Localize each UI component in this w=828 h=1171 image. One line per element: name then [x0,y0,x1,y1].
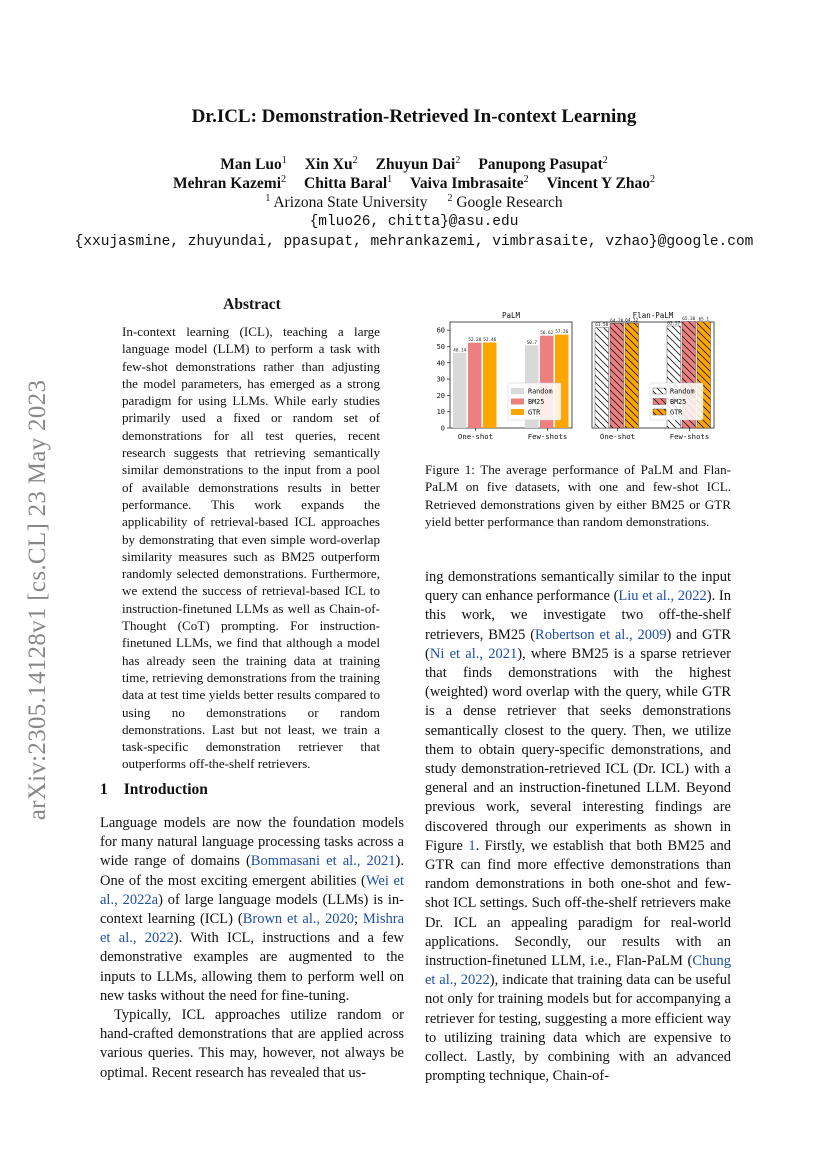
paper-title: Dr.ICL: Demonstration-Retrieved In-context Learning [191,106,637,127]
paragraph [425,568,731,1086]
text-run: ). In this work, we investigate two off-the-shelf retrievers, BM25 ( [425,588,731,643]
affiliation-marker: 2 [455,155,461,166]
chart-title: PaLM [501,311,521,320]
author [478,156,607,173]
legend-swatch-hatch [653,388,666,394]
bar-hatch [610,323,624,428]
y-tick-label: 0 [440,424,445,433]
affiliation-number: 1 [265,193,271,204]
text-run: Typically, ICL approaches utilize random or hand-crafted demonstrations that are applied across various queries. This may, however, not always be optimal. Recent research has revealed that us- [100,1007,404,1081]
abstract-text: In-context learning (ICL), teaching a large language model (LLM) to perform a task with few-shot demonstrations rather than adjusting the model parameters, has emerged as a strong paradigm for using LLMs. While early studies primarily used a fixed or random set of demonstrations for all test queries, recent research suggests that retrieving semantically similar demonstrations to the input from a pool of available demonstrations results in better performance. This work expands the applicability of retrieval-based ICL approaches by demonstrating that even simple word-overlap similarity measures such as BM25 outperform randomly selected demonstrations. Furthermore, we extend the success of retrieval-based ICL to instruction-finetuned LLMs as well as Chain-of-Thought (CoT) prompting. For instruction-finetuned LLMs, we find that although a model has already seen the training data at training time, retrieving demonstrations from the training data at test time yields better results compared to using no demonstrations or random demonstrations. Last but not least, we train a task-specific demonstration retriever that outperforms off-the-shelf retrievers. [122,324,380,772]
figure-1 [424,295,730,445]
email-line-1: {mluo26, chitta}@asu.edu [309,214,519,230]
data-label: 64.32 [625,318,639,324]
author-name: Vincent Y Zhao [546,175,650,193]
author-line-2 [0,174,828,193]
affiliation-name: Google Research [452,194,563,212]
x-tick-label: Few-shots [527,432,568,441]
chart-title: Flan-PaLM [632,311,674,320]
affiliation-marker: 2 [352,155,358,166]
bar [468,343,482,428]
legend-swatch [511,409,524,415]
author-name: Vaiva Imbrasaite [410,175,524,193]
affiliation-marker: 2 [650,174,655,185]
legend-label: BM25 [670,398,687,406]
data-label: 57.26 [555,330,569,336]
arxiv-watermark [18,350,58,850]
citation-link[interactable]: 1 [468,837,476,854]
legend-swatch-hatch [653,409,666,415]
text-run: ; [354,911,363,928]
affiliation-number: 2 [447,193,453,204]
author [305,156,358,173]
author [376,156,461,173]
text-run: Language models are now the foundation models for many natural language processing tasks across a wide range of domains ( [100,815,404,870]
data-label: 64.20 [610,318,624,324]
author [410,175,529,192]
text-run: ), indicate that training data can be useful not only for training models but for accompanying a retriever for testing, suggesting a more efficient way to utilizing training data which are expensive to collect. Lastly, by combining with an advanced prompting technique, Chain-of- [425,972,731,1085]
text-run: . Firstly, we establish that both BM25 and GTR can find more effective demonstrations than random demonstrations in both one-shot and few-shot ICL settings. Such off-the-shelf retrievers make Dr. ICL an appealing paradigm for real-world applications. Secondly, our results with an instruction-finetuned LLM, i.e., Flan-PaLM ( [425,837,732,970]
data-label: 61.58 [595,323,609,329]
section-heading [100,781,208,799]
author [547,175,655,192]
data-label: 46.14 [453,348,467,354]
text-run: ). One of the most exciting emergent abilities ( [100,853,404,889]
x-tick-label: One-shot [599,432,636,441]
citation-link[interactable]: Robertson et al., 2009 [535,626,667,643]
figure-1-chart [424,295,730,445]
bar [483,342,497,428]
affiliation-marker: 2 [602,155,608,166]
text-run: ) of large language models (LLMs) is in-context learning (ICL) ( [100,891,404,928]
citation-link[interactable]: Ni et al., 2021 [429,645,518,662]
affiliation [447,194,562,211]
legend-label: Random [670,387,695,396]
citation-link[interactable]: Chung et al., 2022 [425,953,731,989]
paragraph [100,814,404,1006]
affiliation-marker: 1 [281,155,287,166]
text-run: ) and GTR ( [425,626,731,662]
citation-link[interactable]: Brown et al., 2020 [242,911,354,928]
data-label: 65.1 [698,317,709,323]
bar [453,353,467,428]
legend-swatch [511,399,524,405]
legend-swatch [511,388,524,394]
citation-link[interactable]: Wei et al., 2022a [100,872,404,908]
affiliations [0,193,828,212]
y-tick-label: 50 [436,342,445,351]
arxiv-id: arXiv:2305.14128v1 [cs.CL] 23 May 2023 [24,379,51,821]
data-label: 52.46 [483,337,497,343]
legend-label: GTR [670,408,683,417]
author-name: Mehran Kazemi [172,175,282,193]
author-name: Man Luo [220,156,282,174]
author [173,175,286,192]
section-number: 1 [100,781,108,798]
data-label: 56.62 [540,331,554,337]
legend-label: Random [528,387,553,396]
author-line-1 [0,155,828,174]
author-name: Chitta Baral [304,175,388,193]
author-name: Xin Xu [304,156,353,174]
figure-caption: Figure 1: The average performance of PaLM and Flan-PaLM on five datasets, with one and few-shot ICL. Retrieved demonstrations given by either BM25 or GTR yield better performance than random demonstrations. [425,462,731,530]
right-column-body [425,568,731,1086]
left-column-body [100,814,404,1083]
data-label: 62.57 [667,321,681,327]
legend-label: GTR [528,408,541,417]
x-tick-label: Few-shots [669,432,710,441]
text-run: ), where BM25 is a sparse retriever that finds demonstrations with the highest (weighted) word overlap with the query, while GTR is a dense retriever that seeks demonstrations semantically closest to the query. Then, we utilize them to obtain query-specific demonstrations, and study demonstration-retrieved ICL (Dr. ICL) with a general and an instruction-finetuned LLM. Beyond previous work, several interesting findings are discovered through our experiments as shown in Figure [425,645,731,854]
author [304,175,392,192]
paragraph [100,1006,404,1083]
affiliation-marker: 2 [281,174,287,185]
author [220,156,287,173]
section-title: Introduction [123,781,208,798]
author-name: Zhuyun Dai [375,156,456,174]
bar-hatch [625,323,639,428]
bar-hatch [595,328,609,428]
author-name: Panupong Pasupat [478,156,603,174]
y-tick-label: 20 [436,391,445,400]
data-label: 65.30 [682,317,696,323]
y-tick-label: 60 [436,326,445,335]
affiliation-marker: 1 [387,174,393,185]
x-tick-label: One-shot [457,432,494,441]
text-run: ing demonstrations semantically similar to the input query can enhance performance ( [425,569,731,605]
data-label: 52.28 [468,338,482,344]
y-tick-label: 40 [436,359,445,368]
y-tick-label: 10 [436,408,445,417]
email-line-2: {xxujasmine, zhuyundai, ppasupat, mehrankazemi, vimbrasaite, vzhao}@google.com [74,234,754,250]
citation-link[interactable]: Mishra et al., 2022 [100,911,405,947]
legend-label: BM25 [528,398,545,406]
data-label: 50.7 [526,340,537,346]
citation-link[interactable]: Liu et al., 2022 [618,588,707,605]
legend-swatch-hatch [653,399,666,405]
text-run: ). With ICL, instructions and a few demonstrative examples are augmented to the inputs to LLMs, allowing them to perform well on new tasks without the need for fine-tuning. [100,930,404,1004]
y-tick-label: 30 [436,375,445,384]
affiliation-marker: 2 [523,174,529,185]
affiliation-name: Arizona State University [270,194,428,212]
citation-link[interactable]: Bommasani et al., 2021 [250,853,396,870]
abstract-heading: Abstract [223,296,281,313]
affiliation [265,194,427,211]
